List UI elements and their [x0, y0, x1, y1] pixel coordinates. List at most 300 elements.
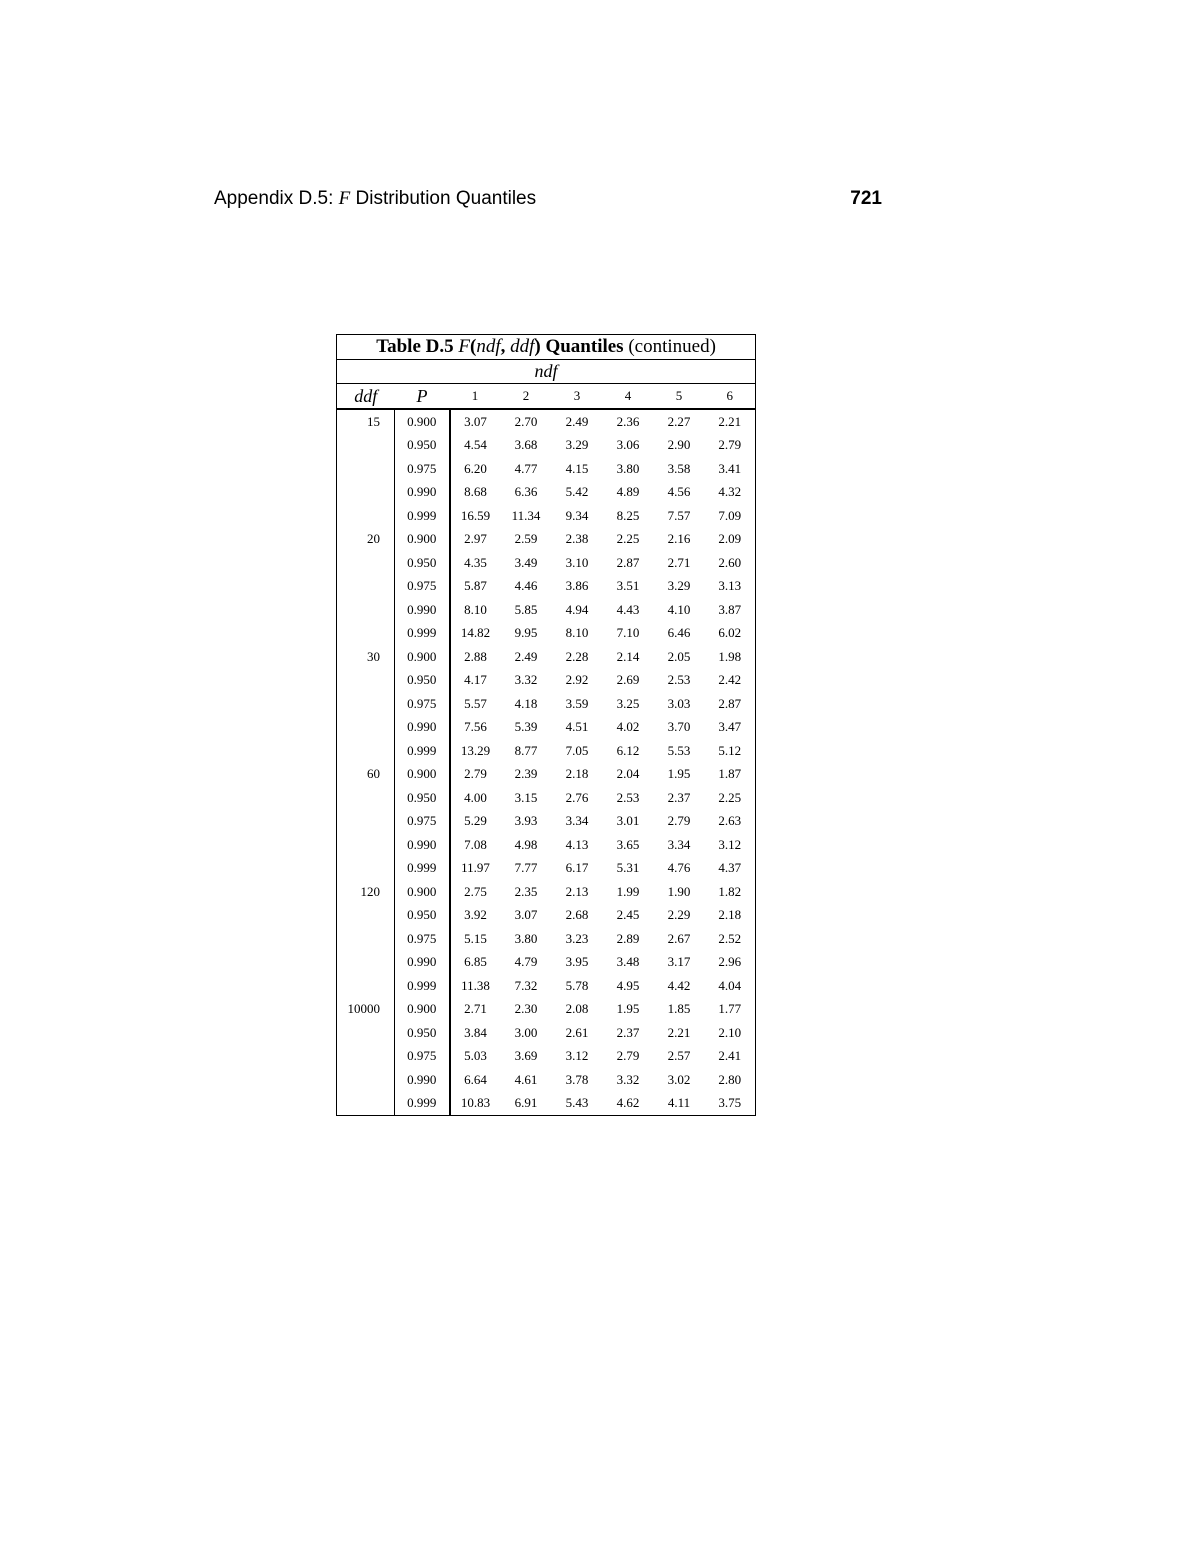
quantile-cell: 4.04	[718, 977, 742, 993]
ddf-cell	[337, 1092, 395, 1116]
caption-ndf: ndf	[476, 336, 501, 357]
table-row	[337, 1045, 756, 1069]
ndf-header-row	[337, 360, 756, 384]
quantile-cell: 13.29	[460, 742, 491, 758]
probability-cell: 0.975	[395, 575, 450, 599]
header-title	[214, 188, 536, 210]
table-row	[337, 810, 756, 834]
quantile-cell: 2.53	[616, 789, 640, 805]
ddf-cell	[337, 833, 395, 857]
ndf-column-header: 6	[705, 384, 756, 410]
quantile-cell: 3.47	[718, 719, 742, 735]
probability-cell: 0.950	[395, 786, 450, 810]
quantile-cell: 4.98	[514, 836, 538, 852]
quantile-cell: 2.75	[464, 883, 487, 899]
quantile-cell: 3.34	[565, 813, 589, 829]
quantile-cell: 8.77	[514, 742, 538, 758]
quantile-cell: 2.79	[464, 766, 487, 782]
p-column-header: P	[395, 384, 450, 410]
ndf-column-header: 5	[654, 384, 705, 410]
ddf-cell	[337, 904, 395, 928]
quantile-cell: 2.35	[514, 883, 538, 899]
quantile-cell: 11.34	[511, 507, 541, 523]
ndf-header: ndf	[337, 360, 756, 384]
quantile-cell: 2.90	[667, 437, 691, 453]
table-row	[337, 434, 756, 458]
quantile-cell: 3.95	[565, 954, 589, 970]
quantile-cell: 1.90	[667, 883, 691, 899]
table-caption	[337, 335, 756, 360]
ndf-column-header: 2	[501, 384, 552, 410]
quantile-cell: 5.15	[464, 930, 487, 946]
probability-cell: 0.990	[395, 951, 450, 975]
probability-cell: 0.999	[395, 857, 450, 881]
quantile-cell: 2.36	[616, 413, 640, 429]
probability-cell: 0.990	[395, 481, 450, 505]
quantile-cell: 4.56	[667, 484, 691, 500]
probability-cell: 0.900	[395, 528, 450, 552]
table-row	[337, 598, 756, 622]
quantile-cell: 7.05	[565, 742, 589, 758]
ddf-cell	[337, 739, 395, 763]
quantile-cell: 2.60	[718, 554, 742, 570]
quantile-cell: 2.71	[667, 554, 691, 570]
quantile-cell: 4.76	[667, 860, 691, 876]
quantile-cell: 11.97	[461, 860, 490, 876]
quantile-cell: 2.61	[565, 1024, 589, 1040]
quantile-cell: 2.68	[565, 907, 589, 923]
caption-table-number: Table D.5	[376, 336, 454, 357]
quantile-cell: 3.07	[464, 413, 487, 429]
table-row	[337, 551, 756, 575]
quantile-cell: 2.25	[718, 789, 742, 805]
probability-cell: 0.950	[395, 1021, 450, 1045]
probability-cell: 0.990	[395, 1068, 450, 1092]
quantile-cell: 2.04	[616, 766, 640, 782]
quantile-cell: 3.86	[565, 578, 589, 594]
caption-close-paren: )	[534, 336, 541, 357]
quantile-cell: 2.70	[514, 413, 538, 429]
probability-cell: 0.975	[395, 810, 450, 834]
running-header	[214, 188, 882, 214]
quantile-cell: 5.12	[718, 742, 742, 758]
quantile-cell: 7.08	[464, 836, 487, 852]
quantile-cell: 8.10	[464, 601, 487, 617]
quantile-cell: 4.32	[718, 484, 742, 500]
ddf-cell	[337, 481, 395, 505]
quantile-cell: 7.77	[514, 860, 538, 876]
probability-cell: 0.999	[395, 504, 450, 528]
quantile-cell: 5.39	[514, 719, 538, 735]
quantile-cell: 2.76	[565, 789, 589, 805]
table-row	[337, 669, 756, 693]
quantile-cell: 3.84	[464, 1024, 487, 1040]
quantile-cell: 1.95	[667, 766, 691, 782]
quantile-cell: 3.02	[667, 1071, 691, 1087]
quantile-cell: 3.92	[464, 907, 487, 923]
probability-cell: 0.990	[395, 598, 450, 622]
probability-cell: 0.975	[395, 927, 450, 951]
table-row	[337, 622, 756, 646]
quantile-cell: 5.31	[616, 860, 640, 876]
quantile-cell: 5.85	[514, 601, 538, 617]
quantile-cell: 3.58	[667, 460, 691, 476]
ddf-cell	[337, 575, 395, 599]
quantile-cell: 6.36	[514, 484, 538, 500]
quantile-cell: 2.69	[616, 672, 640, 688]
table-row	[337, 857, 756, 881]
quantile-cell: 4.13	[565, 836, 589, 852]
ddf-cell	[337, 457, 395, 481]
quantile-cell: 2.49	[514, 648, 538, 664]
ndf-column-header: 3	[552, 384, 603, 410]
quantile-cell: 4.35	[464, 554, 487, 570]
quantile-cell: 5.03	[464, 1048, 487, 1064]
quantile-cell: 5.78	[565, 977, 589, 993]
quantile-cell: 3.80	[514, 930, 538, 946]
quantile-cell: 1.85	[667, 1001, 691, 1017]
quantile-cell: 1.77	[718, 1001, 742, 1017]
quantile-cell: 4.89	[616, 484, 640, 500]
quantile-cell: 4.00	[464, 789, 487, 805]
quantile-cell: 16.59	[460, 507, 491, 523]
probability-cell: 0.950	[395, 904, 450, 928]
quantile-cell: 7.10	[616, 625, 640, 641]
table-caption-row	[337, 335, 756, 360]
quantile-cell: 7.09	[718, 507, 742, 523]
probability-cell: 0.999	[395, 974, 450, 998]
quantile-cell: 6.17	[565, 860, 589, 876]
caption-f: F	[458, 336, 470, 357]
quantile-cell: 2.37	[667, 789, 691, 805]
quantile-cell: 2.13	[565, 883, 589, 899]
ddf-cell	[337, 504, 395, 528]
quantile-cell: 3.12	[565, 1048, 589, 1064]
probability-cell: 0.900	[395, 409, 450, 434]
quantile-cell: 8.25	[616, 507, 640, 523]
quantile-cell: 7.32	[514, 977, 538, 993]
table-row	[337, 716, 756, 740]
quantile-cell: 5.29	[464, 813, 487, 829]
probability-cell: 0.999	[395, 622, 450, 646]
quantile-cell: 6.20	[464, 460, 487, 476]
quantile-cell: 3.17	[667, 954, 691, 970]
quantile-cell: 7.57	[667, 507, 691, 523]
quantile-cell: 2.79	[718, 437, 742, 453]
quantile-cell: 3.32	[514, 672, 538, 688]
quantile-cell: 10.83	[460, 1095, 491, 1111]
quantile-cell: 14.82	[460, 625, 491, 641]
quantile-cell: 4.62	[616, 1095, 640, 1111]
ndf-column-header: 4	[603, 384, 654, 410]
quantile-cell: 2.96	[718, 954, 742, 970]
header-title-variable: F	[338, 188, 351, 209]
table-row	[337, 951, 756, 975]
quantile-cell: 4.17	[464, 672, 487, 688]
ddf-cell	[337, 622, 395, 646]
quantile-cell: 5.53	[667, 742, 691, 758]
quantile-cell: 2.08	[565, 1001, 589, 1017]
caption-quantiles: Quantiles	[545, 336, 624, 357]
quantile-cell: 1.82	[718, 883, 742, 899]
column-header-row	[337, 384, 756, 410]
ddf-cell: 30	[337, 645, 395, 669]
quantile-cell: 4.11	[667, 1095, 691, 1111]
quantile-cell: 3.59	[565, 695, 589, 711]
table-row	[337, 575, 756, 599]
probability-cell: 0.950	[395, 669, 450, 693]
quantile-cell: 5.43	[565, 1095, 589, 1111]
quantile-cell: 4.61	[514, 1071, 538, 1087]
quantile-cell: 3.41	[718, 460, 742, 476]
probability-cell: 0.990	[395, 833, 450, 857]
ddf-cell	[337, 716, 395, 740]
ddf-cell	[337, 1068, 395, 1092]
quantile-cell: 2.71	[464, 1001, 487, 1017]
quantile-cell: 4.94	[565, 601, 589, 617]
probability-cell: 0.990	[395, 716, 450, 740]
table-row	[337, 1092, 756, 1116]
table-row	[337, 528, 756, 552]
quantile-cell: 2.67	[667, 930, 691, 946]
page-number: 721	[850, 188, 882, 209]
header-title-suffix: Distribution Quantiles	[355, 188, 537, 209]
quantile-cell: 4.95	[616, 977, 640, 993]
quantile-cell: 2.14	[616, 648, 640, 664]
probability-cell: 0.950	[395, 434, 450, 458]
quantile-cell: 3.69	[514, 1048, 538, 1064]
ddf-cell: 20	[337, 528, 395, 552]
quantile-cell: 6.46	[667, 625, 691, 641]
ddf-cell	[337, 951, 395, 975]
table-row	[337, 1021, 756, 1045]
quantile-cell: 2.97	[464, 531, 487, 547]
quantile-cell: 2.28	[565, 648, 589, 664]
caption-open-paren: (	[469, 336, 477, 357]
quantile-cell: 2.80	[718, 1071, 742, 1087]
quantile-cell: 3.06	[616, 437, 640, 453]
quantile-cell: 2.42	[718, 672, 742, 688]
quantile-cell: 3.25	[616, 695, 640, 711]
quantile-cell: 2.49	[565, 413, 589, 429]
ddf-column-header: ddf	[337, 384, 395, 410]
probability-cell: 0.999	[395, 739, 450, 763]
quantile-cell: 4.54	[464, 437, 487, 453]
quantile-cell: 3.01	[616, 813, 640, 829]
quantile-cell: 3.93	[514, 813, 538, 829]
quantile-cell: 7.56	[464, 719, 487, 735]
quantile-cell: 4.18	[514, 695, 538, 711]
caption-continued: (continued)	[628, 336, 716, 357]
quantile-cell: 6.64	[464, 1071, 487, 1087]
quantile-cell: 4.51	[565, 719, 589, 735]
quantile-cell: 3.51	[616, 578, 640, 594]
quantile-cell: 6.91	[514, 1095, 538, 1111]
quantile-cell: 2.21	[667, 1024, 691, 1040]
quantile-cell: 2.87	[718, 695, 742, 711]
ddf-cell	[337, 786, 395, 810]
quantile-cell: 2.38	[565, 531, 589, 547]
quantile-cell: 3.23	[565, 930, 589, 946]
quantile-cell: 3.29	[667, 578, 691, 594]
quantile-cell: 3.03	[667, 695, 691, 711]
ddf-cell	[337, 434, 395, 458]
quantile-cell: 3.15	[514, 789, 538, 805]
quantile-cell: 5.42	[565, 484, 589, 500]
quantile-cell: 2.10	[718, 1024, 742, 1040]
quantile-cell: 2.37	[616, 1024, 640, 1040]
probability-cell: 0.999	[395, 1092, 450, 1116]
quantile-cell: 8.68	[464, 484, 487, 500]
quantile-cell: 1.98	[718, 648, 742, 664]
ndf-column-header: 1	[450, 384, 501, 410]
quantile-cell: 2.52	[718, 930, 742, 946]
quantile-cell: 2.05	[667, 648, 691, 664]
table-row	[337, 763, 756, 787]
quantile-cell: 2.79	[616, 1048, 640, 1064]
quantile-cell: 9.95	[514, 625, 538, 641]
ddf-cell	[337, 669, 395, 693]
quantile-cell: 3.07	[514, 907, 538, 923]
table-row	[337, 998, 756, 1022]
quantile-cell: 2.87	[616, 554, 640, 570]
table-row	[337, 739, 756, 763]
quantile-cell: 3.10	[565, 554, 589, 570]
table-row	[337, 504, 756, 528]
table-row	[337, 904, 756, 928]
probability-cell: 0.900	[395, 645, 450, 669]
quantile-cell: 6.02	[718, 625, 742, 641]
quantile-cell: 2.16	[667, 531, 691, 547]
table-row	[337, 645, 756, 669]
quantile-cell: 1.99	[616, 883, 640, 899]
table-row	[337, 481, 756, 505]
quantile-cell: 2.25	[616, 531, 640, 547]
table-row	[337, 692, 756, 716]
ddf-cell	[337, 810, 395, 834]
quantile-cell: 3.12	[718, 836, 742, 852]
quantile-cell: 4.15	[565, 460, 589, 476]
quantile-cell: 3.80	[616, 460, 640, 476]
quantile-cell: 2.39	[514, 766, 538, 782]
table-row	[337, 409, 756, 434]
ddf-cell	[337, 692, 395, 716]
quantile-cell: 4.43	[616, 601, 640, 617]
quantile-cell: 11.38	[461, 977, 490, 993]
quantile-cell: 9.34	[565, 507, 589, 523]
header-title-prefix: Appendix D.5:	[214, 188, 334, 209]
quantile-cell: 2.53	[667, 672, 691, 688]
quantile-cell: 2.09	[718, 531, 742, 547]
quantile-cell: 2.57	[667, 1048, 691, 1064]
ddf-cell	[337, 974, 395, 998]
quantile-cell: 8.10	[565, 625, 589, 641]
quantile-cell: 2.30	[514, 1001, 538, 1017]
quantile-cell: 5.57	[464, 695, 487, 711]
ddf-cell	[337, 551, 395, 575]
quantile-cell: 2.18	[718, 907, 742, 923]
f-quantiles-table-container	[336, 334, 756, 1116]
probability-cell: 0.975	[395, 457, 450, 481]
quantile-cell: 2.27	[667, 413, 691, 429]
table-row	[337, 786, 756, 810]
quantile-cell: 3.00	[514, 1024, 538, 1040]
quantile-cell: 2.29	[667, 907, 691, 923]
quantile-cell: 1.87	[718, 766, 742, 782]
quantile-cell: 4.10	[667, 601, 691, 617]
probability-cell: 0.975	[395, 692, 450, 716]
ddf-cell	[337, 598, 395, 622]
caption-ddf: ddf	[510, 336, 535, 357]
table-row	[337, 927, 756, 951]
quantile-cell: 4.02	[616, 719, 640, 735]
quantile-cell: 3.78	[565, 1071, 589, 1087]
quantile-cell: 4.79	[514, 954, 538, 970]
quantile-cell: 3.32	[616, 1071, 640, 1087]
quantile-cell: 2.41	[718, 1048, 742, 1064]
quantile-cell: 2.89	[616, 930, 640, 946]
quantile-cell: 2.18	[565, 766, 589, 782]
quantile-cell: 5.87	[464, 578, 487, 594]
quantile-cell: 4.77	[514, 460, 538, 476]
ddf-cell	[337, 927, 395, 951]
table-row	[337, 833, 756, 857]
ddf-cell	[337, 857, 395, 881]
quantile-cell: 2.21	[718, 413, 742, 429]
ddf-cell	[337, 1045, 395, 1069]
quantile-cell: 3.70	[667, 719, 691, 735]
quantile-cell: 6.85	[464, 954, 487, 970]
ddf-cell: 10000	[337, 998, 395, 1022]
quantile-cell: 3.13	[718, 578, 742, 594]
probability-cell: 0.900	[395, 763, 450, 787]
quantile-cell: 3.49	[514, 554, 538, 570]
caption-comma: ,	[500, 336, 506, 357]
quantile-cell: 4.42	[667, 977, 691, 993]
quantile-cell: 3.65	[616, 836, 640, 852]
table-row	[337, 457, 756, 481]
quantile-cell: 2.59	[514, 531, 538, 547]
quantile-cell: 4.37	[718, 860, 742, 876]
ddf-cell: 60	[337, 763, 395, 787]
table-row	[337, 1068, 756, 1092]
quantile-cell: 3.68	[514, 437, 538, 453]
quantile-cell: 3.29	[565, 437, 589, 453]
quantile-cell: 2.92	[565, 672, 589, 688]
f-quantiles-table	[336, 334, 756, 1116]
table-row	[337, 974, 756, 998]
quantile-cell: 2.63	[718, 813, 742, 829]
quantile-cell: 3.87	[718, 601, 742, 617]
quantile-cell: 3.48	[616, 954, 640, 970]
quantile-cell: 4.46	[514, 578, 538, 594]
ddf-cell: 15	[337, 409, 395, 434]
ddf-cell	[337, 1021, 395, 1045]
quantile-cell: 2.88	[464, 648, 487, 664]
quantile-cell: 2.79	[667, 813, 691, 829]
quantile-cell: 1.95	[616, 1001, 640, 1017]
table-body	[337, 409, 756, 1116]
table-row	[337, 880, 756, 904]
probability-cell: 0.950	[395, 551, 450, 575]
probability-cell: 0.900	[395, 998, 450, 1022]
probability-cell: 0.900	[395, 880, 450, 904]
quantile-cell: 3.75	[718, 1095, 742, 1111]
probability-cell: 0.975	[395, 1045, 450, 1069]
quantile-cell: 6.12	[616, 742, 640, 758]
ddf-cell: 120	[337, 880, 395, 904]
quantile-cell: 3.34	[667, 836, 691, 852]
